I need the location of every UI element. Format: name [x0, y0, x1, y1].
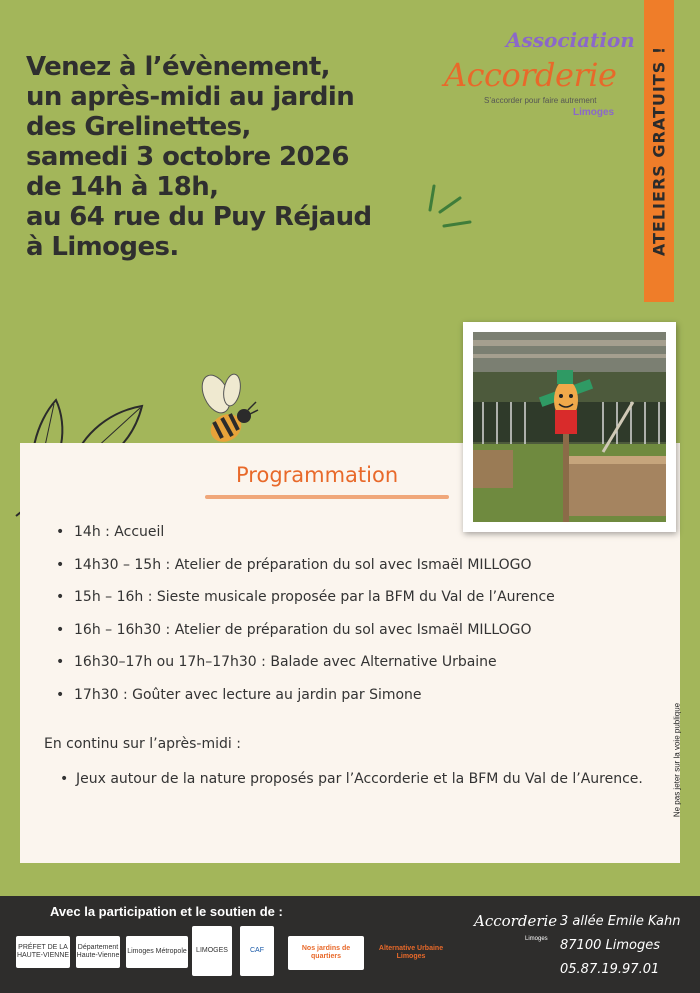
headline-line: de 14h à 18h, — [26, 172, 219, 202]
footer-logo-city: Limoges — [525, 936, 548, 942]
partner-logo-limoges — [192, 926, 232, 976]
footer-logo-accorderie: Accorderie — [474, 912, 558, 930]
partner-logo-nos-jardins — [288, 936, 364, 970]
headline-line: à Limoges. — [26, 232, 179, 262]
free-workshops-banner — [644, 0, 674, 302]
banner-text: ATELIERS GRATUITS ! — [649, 45, 669, 257]
logo-accorderie: Accorderie — [444, 56, 617, 94]
footer — [0, 896, 700, 993]
address-line: 3 allée Emile Kahn — [560, 914, 681, 929]
partner-logo-prefet — [16, 936, 70, 968]
headline-line: Venez à l’évènement, — [26, 52, 330, 82]
phone-number: 05.87.19.97.01 — [560, 962, 660, 977]
partner-name: Nos jardins de quartiers — [301, 945, 351, 960]
bee-icon — [200, 372, 262, 452]
partner-logo-departement — [76, 936, 120, 968]
garden-scarecrow-image — [473, 332, 666, 522]
partner-logo-alternative-urbaine — [378, 936, 444, 970]
schedule-item: • 14h : Accueil — [56, 524, 555, 557]
address-block — [560, 910, 680, 982]
partner-name: Limoges Métropole — [127, 948, 187, 955]
bullet-icon: • — [60, 771, 69, 787]
partner-name: Alternative Urbaine Limoges — [378, 945, 444, 960]
logo-association: Association — [506, 28, 635, 52]
sparkle-lines-icon — [422, 182, 474, 232]
logo-city: Limoges — [573, 107, 615, 118]
headline-line: un après-midi au jardin — [26, 82, 355, 112]
partner-name: CAF — [250, 947, 264, 954]
address-line: 87100 Limoges — [560, 938, 660, 953]
schedule-item: • 15h – 16h : Sieste musicale proposée par la BFM du Val de l’Aurence — [56, 589, 555, 622]
headline-line: des Grelinettes, — [26, 112, 251, 142]
programme-title: Programmation — [236, 463, 399, 487]
continuous-label: En continu sur l’après-midi : — [44, 736, 241, 752]
headline-line: au 64 rue du Puy Réjaud — [26, 202, 372, 232]
schedule-item: • 17h30 : Goûter avec lecture au jardin par Simone — [56, 687, 555, 720]
schedule-item: • 16h – 16h30 : Atelier de préparation du sol avec Ismaël MILLOGO — [56, 622, 555, 655]
partner-name: LIMOGES — [196, 947, 228, 954]
schedule-item: • 14h30 – 15h : Atelier de préparation du sol avec Ismaël MILLOGO — [56, 557, 555, 590]
continuous-activity-text: Jeux autour de la nature proposés par l’Accorderie et la BFM du Val de l’Aurence. — [76, 771, 643, 787]
partner-name: Département Haute-Vienne — [76, 944, 120, 959]
schedule-item: • 16h30–17h ou 17h–17h30 : Balade avec Alternative Urbaine — [56, 654, 555, 687]
footer-title: Avec la participation et le soutien de : — [50, 904, 283, 919]
continuous-activity — [60, 764, 660, 795]
litter-notice: Ne pas jeter sur la voie publique — [672, 702, 682, 818]
event-headline — [26, 52, 446, 262]
garden-photo — [463, 322, 676, 532]
headline-line: samedi 3 octobre 2026 — [26, 142, 349, 172]
partner-logo-caf — [240, 926, 274, 976]
logo-tagline: S’accorder pour faire autrement — [484, 96, 597, 105]
partner-name: PRÉFET DE LA HAUTE-VIENNE — [16, 944, 70, 959]
programme-title-underline — [205, 495, 449, 499]
partner-logo-limoges-metropole — [126, 936, 188, 968]
schedule-list — [56, 524, 555, 720]
